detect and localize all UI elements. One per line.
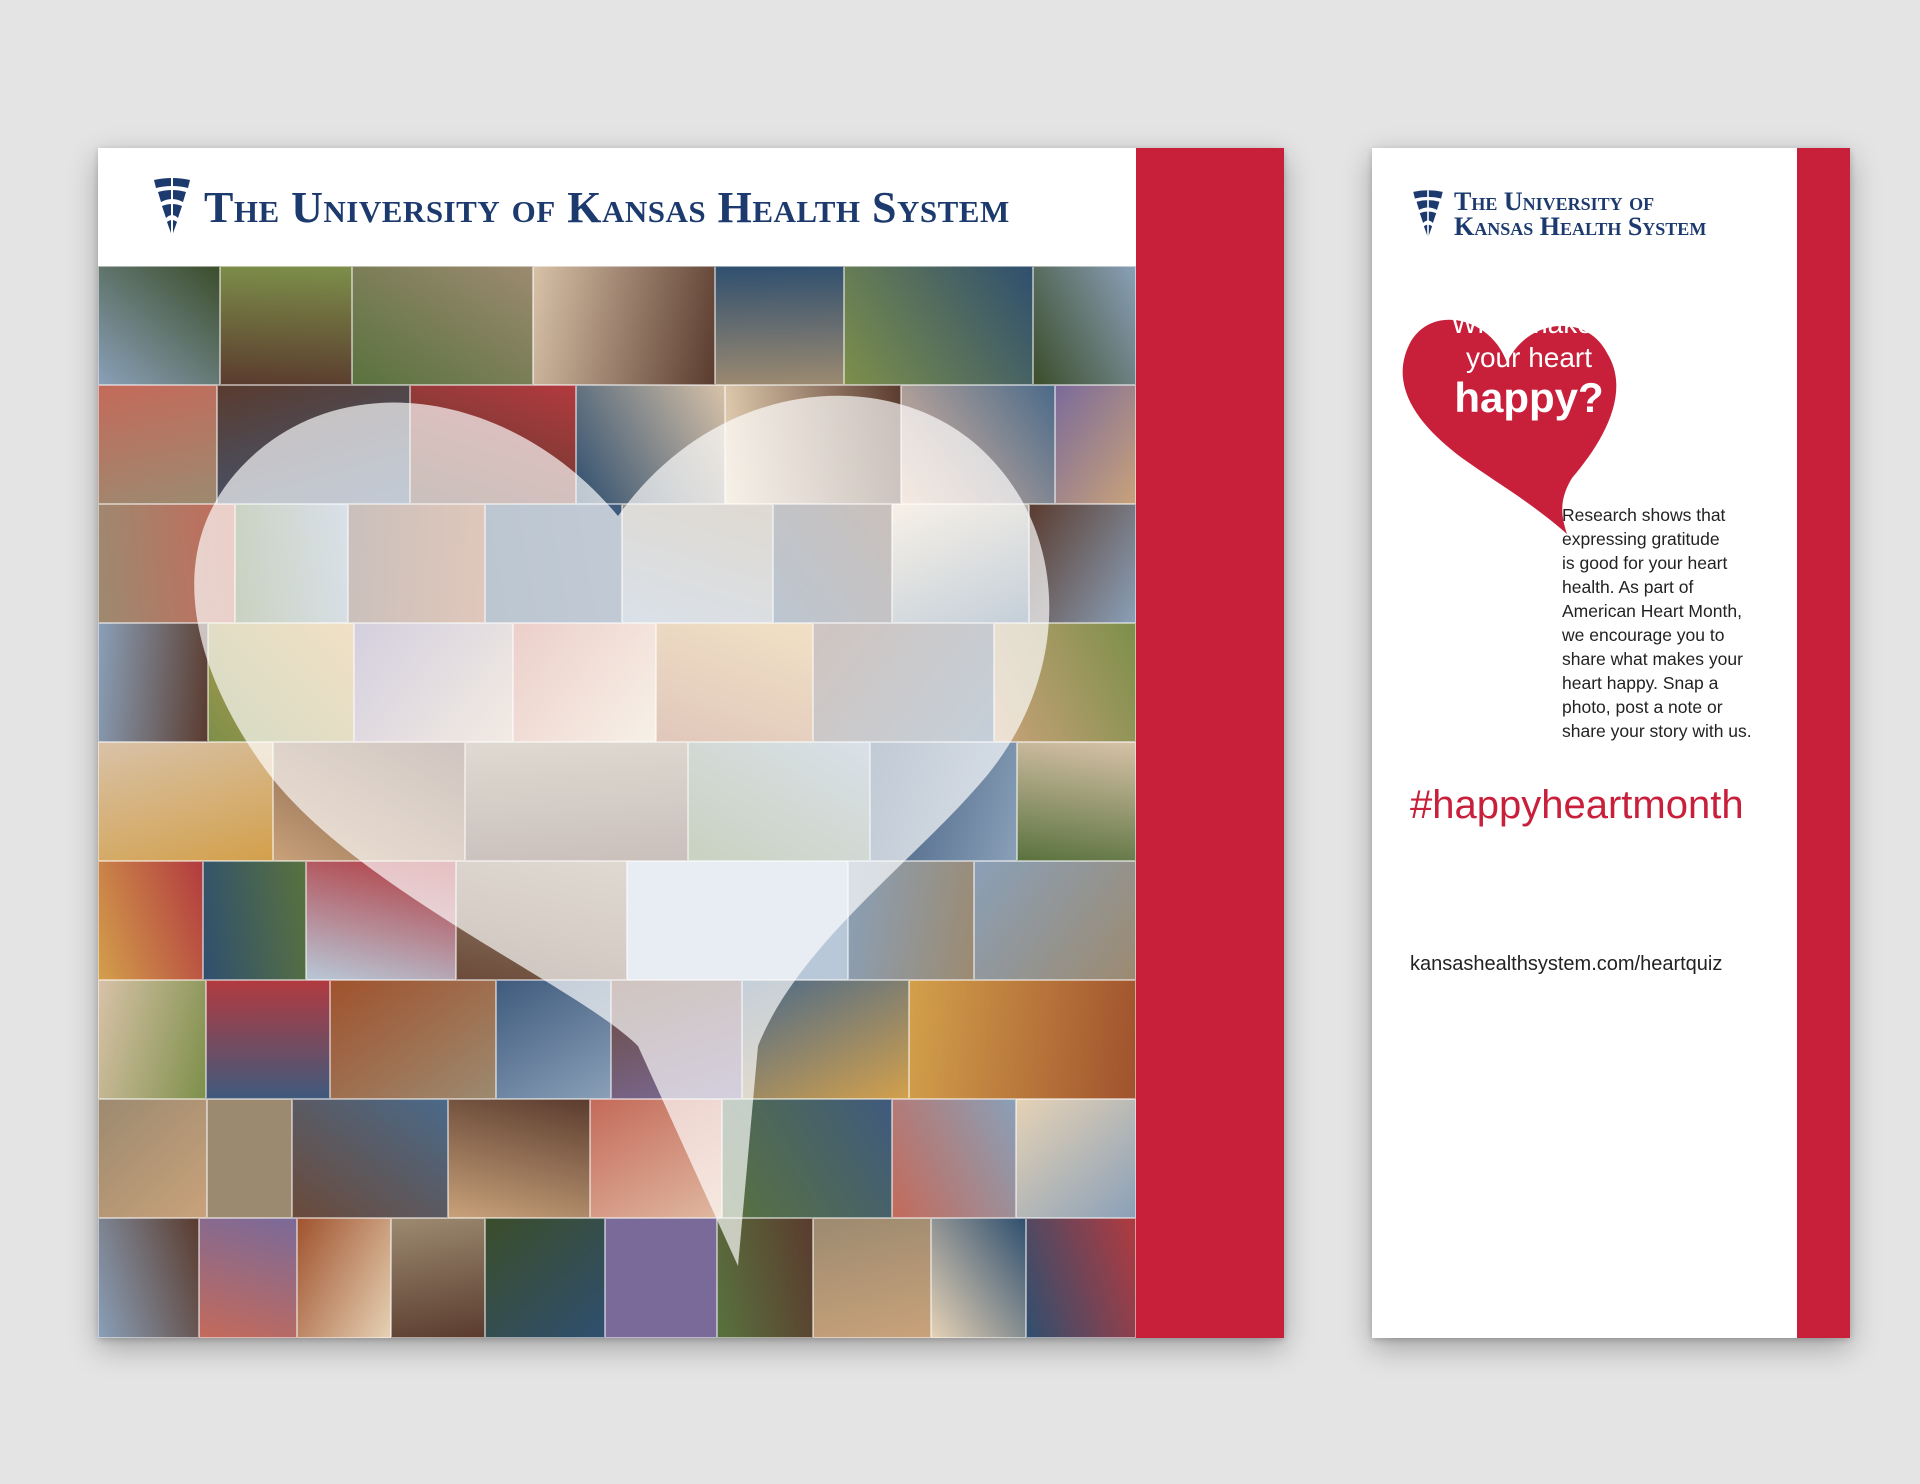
body-line: heart happy. Snap a [1562,673,1719,693]
jayhawk-feather-icon [150,176,194,238]
body-copy [1562,503,1802,743]
brand-name-line-1: The University of [1454,187,1655,216]
jayhawk-feather-icon [1410,178,1446,250]
brand-name-line-2: Kansas Health System [1454,212,1707,241]
headline-line-1: What makes [1451,308,1607,339]
body-line: American Heart Month, [1562,601,1742,621]
headline-line-3: happy? [1454,374,1604,421]
red-accent-band [1797,148,1850,1338]
red-accent-band [1136,148,1284,1338]
body-line: we encourage you to [1562,625,1725,645]
body-line: is good for your heart [1562,553,1728,573]
quiz-url[interactable]: kansashealthsystem.com/heartquiz [1410,953,1723,975]
hashtag: #happyheartmonth [1410,783,1744,827]
body-line: share your story with us. [1562,721,1752,741]
headline-line-2: your heart [1465,342,1593,373]
brand-logo-stacked [1410,178,1706,250]
body-line: expressing gratitude [1562,529,1720,549]
photo-collage [98,266,1136,1338]
heart-month-flyer [1372,148,1850,1338]
collage-poster [98,148,1284,1338]
brand-name: The University of Kansas Health System [204,182,1010,232]
heart-speech-bubble-overlay [98,266,1136,1338]
body-line: health. As part of [1562,577,1694,597]
body-line: Research shows that [1562,505,1726,525]
body-line: share what makes your [1562,649,1743,669]
body-line: photo, post a note or [1562,697,1723,717]
brand-logo [150,176,1010,238]
